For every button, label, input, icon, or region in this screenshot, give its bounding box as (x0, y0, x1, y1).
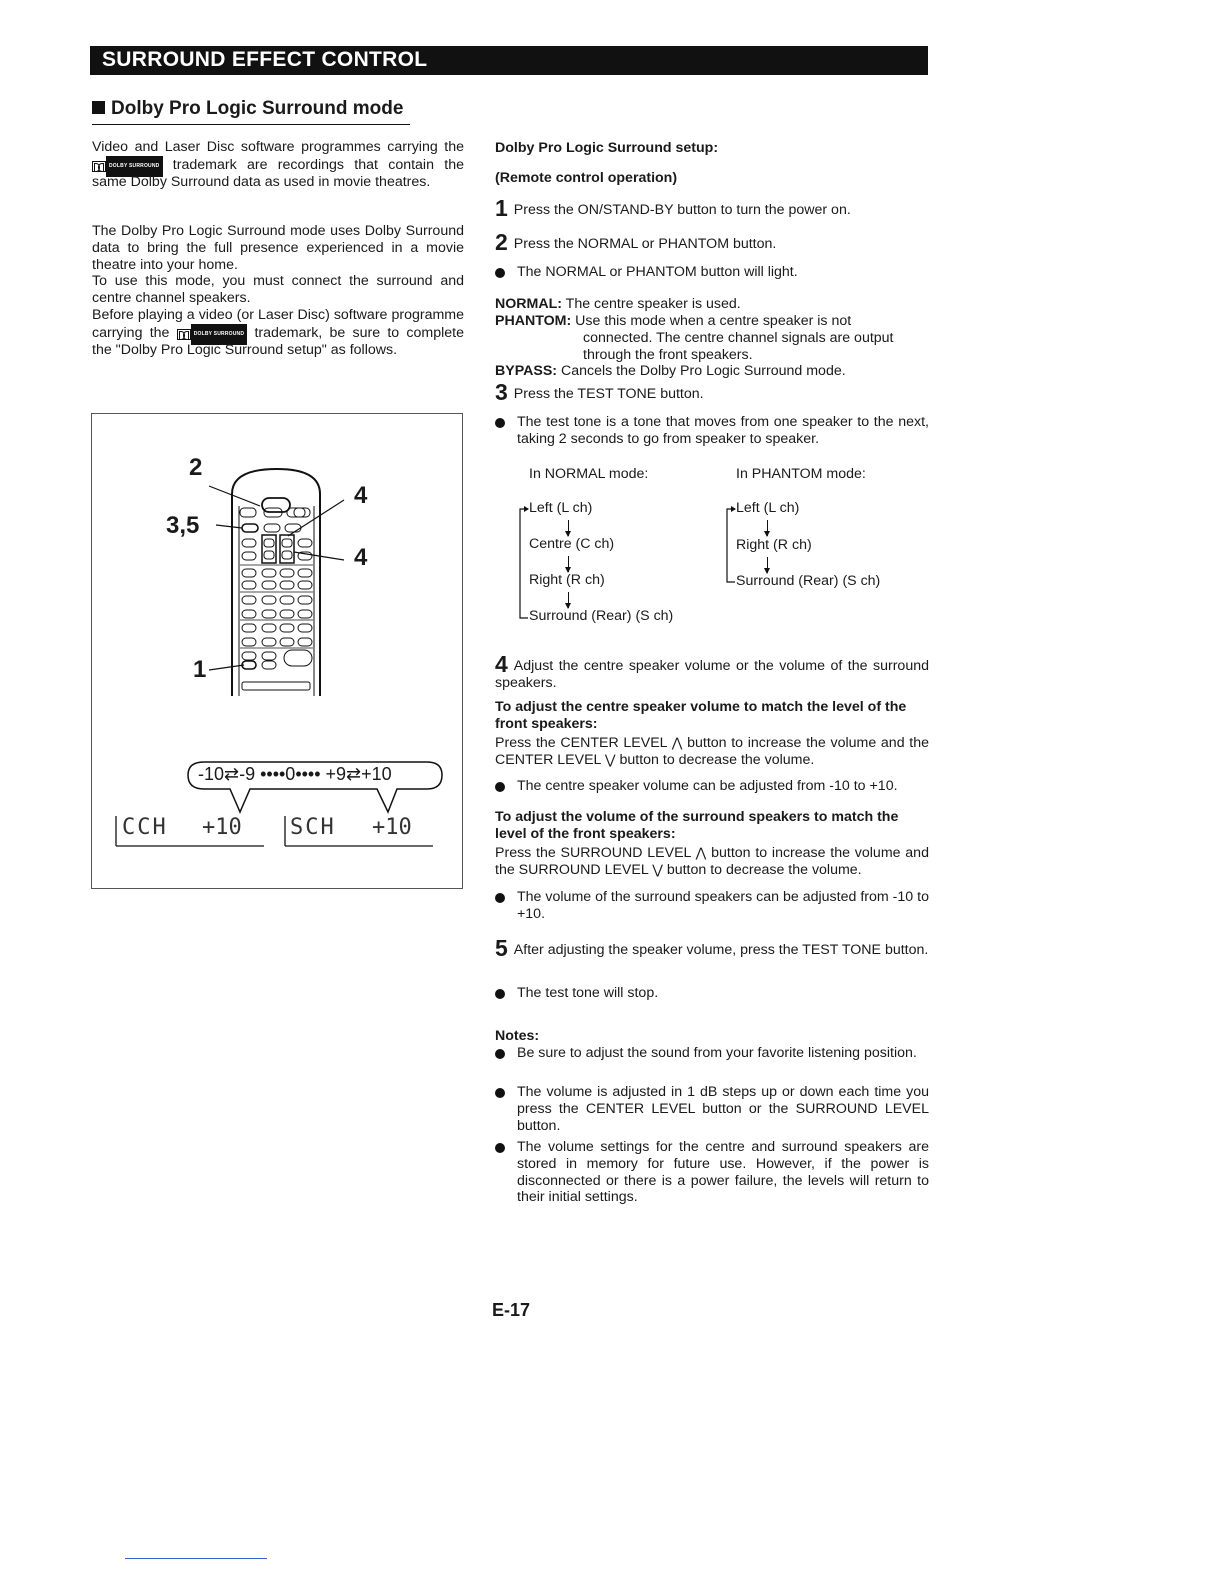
callout-4-top: 4 (354, 482, 368, 509)
centre-heading: To adjust the centre speaker volume to match the level of the front speakers: (495, 699, 907, 732)
bullet-icon (495, 1049, 505, 1059)
phantom-flow-item: Surround (Rear) (S ch) (736, 573, 881, 589)
section-title: Dolby Pro Logic Surround mode (92, 98, 410, 125)
bullet-icon (495, 418, 505, 428)
callout-1: 1 (193, 656, 207, 683)
down-arrow-icon (767, 557, 768, 573)
setup-subtitle: (Remote control operation) (495, 170, 678, 186)
setup-title: Dolby Pro Logic Surround setup: (495, 140, 719, 156)
step-2-bullet: The NORMAL or PHANTOM button will light. (495, 264, 929, 281)
mode-description: The Dolby Pro Logic Surround mode uses Dolby Surround data to bring the full presence experienced in a movie theatre into your home. To use this mode, you must connect the surround and centre channel speakers. Before playing a video (or Laser Disc) software programme carrying the DOLBY SURROUND trademark, be sure to complete the "Dolby Pro Logic Surround setup" as follows. (92, 223, 464, 358)
down-arrow-icon (568, 556, 569, 572)
step-2: 2 Press the NORMAL or PHANTOM button. (495, 229, 777, 255)
callout-2: 2 (189, 454, 203, 481)
step-3: 3 Press the TEST TONE button. (495, 379, 704, 405)
phantom-flow-item: Left (L ch) (736, 500, 800, 516)
down-arrow-icon (568, 592, 569, 608)
callout-4-bottom: 4 (354, 544, 368, 571)
centre-bullet: The centre speaker volume can be adjusted from -10 to +10. (495, 778, 929, 795)
normal-flow-item: Centre (C ch) (529, 536, 615, 552)
centre-instructions: Press the CENTER LEVEL ⋀ button to increase the volume and the CENTER LEVEL ⋁ button to decrease the volume. (495, 735, 929, 768)
dolby-surround-logo: DOLBY SURROUND (177, 324, 248, 336)
square-bullet-icon (92, 101, 105, 114)
display-right-label: SCH (290, 815, 336, 840)
down-arrow-icon (568, 520, 569, 536)
surround-instructions: Press the SURROUND LEVEL ⋀ button to increase the volume and the SURROUND LEVEL ⋁ button to decrease the volume. (495, 845, 929, 878)
up-caret-icon: ⋀ (671, 735, 683, 750)
up-caret-icon: ⋀ (695, 845, 707, 860)
remote-control-figure (91, 413, 463, 889)
note-item: The volume settings for the centre and surround speakers are stored in memory for future use. However, if the power is disconnected or there is a power failure, the levels will return to their initial settings. (495, 1139, 929, 1206)
step-1: 1 Press the ON/STAND-BY button to turn the power on. (495, 195, 851, 221)
bullet-icon (495, 893, 505, 903)
bullet-icon (495, 1143, 505, 1153)
normal-mode-title: In NORMAL mode: (529, 466, 649, 482)
notes-title: Notes: (495, 1028, 540, 1044)
display-left-value: +10 (202, 815, 242, 840)
surround-bullet: The volume of the surround speakers can be adjusted from -10 to +10. (495, 889, 929, 923)
display-left-label: CCH (122, 815, 168, 840)
display-right-value: +10 (372, 815, 412, 840)
phantom-flow-item: Right (R ch) (736, 537, 812, 553)
step-4: 4 Adjust the centre speaker volume or the volume of the surround speakers. (495, 651, 929, 691)
normal-flow-item: Surround (Rear) (S ch) (529, 608, 674, 624)
section-header-bar (90, 46, 928, 75)
down-caret-icon: ⋁ (604, 751, 616, 767)
bullet-icon (495, 989, 505, 999)
note-item: Be sure to adjust the sound from your favorite listening position. (495, 1045, 929, 1062)
bullet-icon (495, 268, 505, 278)
down-arrow-icon (767, 520, 768, 536)
bullet-icon (495, 782, 505, 792)
level-scale: -10⇄-9 ••••0•••• +9⇄+10 (198, 764, 392, 784)
intro-paragraph: Video and Laser Disc software programmes carrying the DOLBY SURROUND trademark are recordings that contain the same Dolby Surround data as used in movie theatres. (92, 139, 464, 190)
dolby-surround-logo: DOLBY SURROUND (92, 156, 163, 168)
normal-flow-item: Right (R ch) (529, 572, 605, 588)
phantom-definition: PHANTOM: Use this mode when a centre speaker is not connected. The centre channel signals are output through the front speakers. (495, 313, 894, 363)
callout-3-5: 3,5 (166, 512, 200, 539)
phantom-mode-title: In PHANTOM mode: (736, 466, 866, 482)
page-number: E-17 (492, 1300, 531, 1320)
step-5-bullet: The test tone will stop. (495, 985, 929, 1002)
header-title: SURROUND EFFECT CONTROL (102, 48, 428, 71)
step-3-bullet: The test tone is a tone that moves from one speaker to the next, taking 2 seconds to go from speaker to speaker. (495, 414, 929, 448)
bottom-rule (125, 1558, 267, 1559)
surround-heading: To adjust the volume of the surround speakers to match the level of the front speakers: (495, 809, 899, 842)
note-item: The volume is adjusted in 1 dB steps up or down each time you press the CENTER LEVEL button or the SURROUND LEVEL button. (495, 1084, 929, 1134)
bypass-definition: BYPASS: Cancels the Dolby Pro Logic Surround mode. (495, 363, 846, 379)
bullet-icon (495, 1088, 505, 1098)
down-caret-icon: ⋁ (652, 861, 663, 877)
normal-definition: NORMAL: The centre speaker is used. (495, 296, 741, 312)
normal-flow-item: Left (L ch) (529, 500, 593, 516)
step-5: 5 After adjusting the speaker volume, press the TEST TONE button. (495, 935, 929, 961)
